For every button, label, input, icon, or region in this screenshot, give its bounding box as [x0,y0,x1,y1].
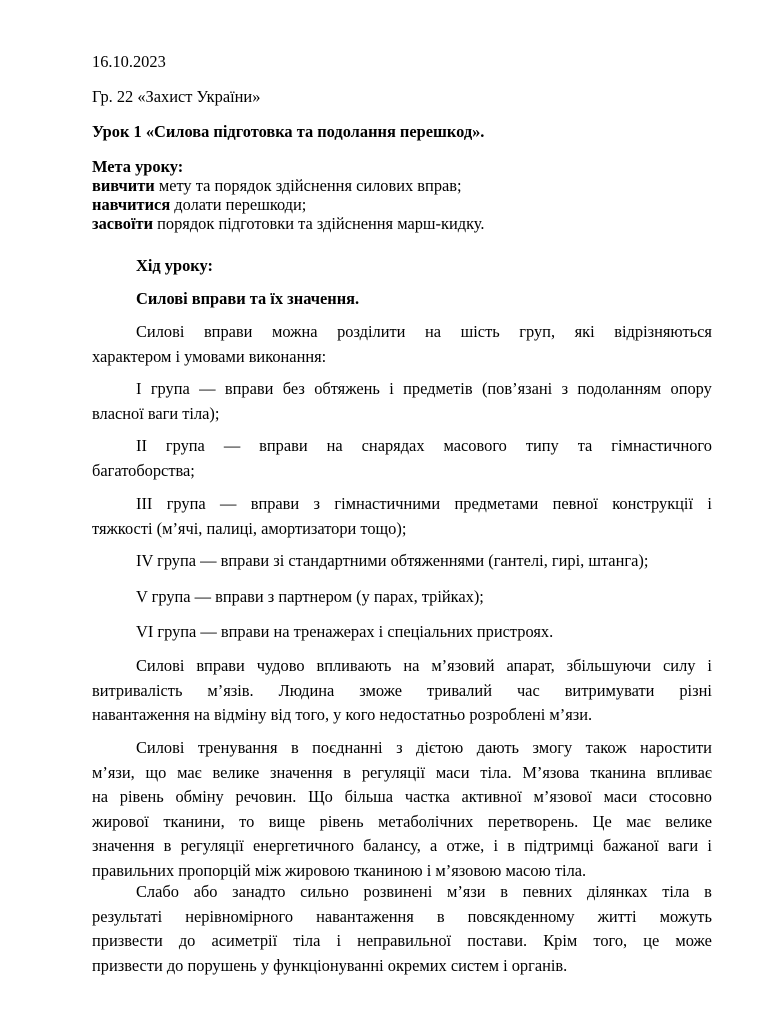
goal-verb: засвоїти [92,214,154,233]
paragraph-line: призвести до порушень у функціонуванні окремих систем і органів. [92,955,568,975]
paragraph [92,434,712,483]
paragraph [92,620,712,645]
paragraph-line: призвести до асиметрії тіла і неправильної постави. Крім того, це може [92,931,712,950]
progress-heading: Хід уроку: [136,256,213,275]
paragraph-line: Силові вправи можна розділити на шість груп, які відрізняються [136,322,712,341]
paragraph [92,377,712,426]
section-heading: Силові вправи та їх значення. [136,289,360,308]
goal-text: порядок підготовки та здійснення марш-кидку. [153,214,485,233]
paragraph-line: м’язи, що має велике значення в регуляції маси тіла. М’язова тканина впливає [92,762,712,782]
paragraph-line: Силові тренування в поєднанні з дієтою дають змогу також наростити [136,738,712,757]
goal-item [92,195,306,215]
group-title: Гр. 22 «Захист України» [92,87,261,106]
paragraph-line: I група — вправи без обтяжень і предметів (пов’язані з подоланням опору [136,379,712,398]
paragraph-line: власної ваги тіла); [92,403,220,423]
goal-verb: навчитися [92,195,171,214]
paragraph [92,880,712,978]
paragraph [92,492,712,541]
paragraph-line: VI група — вправи на тренажерах і спеціальних пристроях. [136,622,554,641]
paragraph [92,549,712,574]
paragraph-line: витривалість м’язів. Людина зможе тривалий час витримувати різні [92,680,712,700]
goal-text: долати перешкоди; [170,195,307,214]
paragraph [92,654,712,728]
paragraph [92,736,712,883]
goal-item [92,214,484,234]
paragraph-line: на рівень обміну речовин. Що більша частка активної м’язової маси стосовно [92,787,712,806]
paragraph-line: правильних пропорцій між жировою тканиною і м’язовою масою тіла. [92,860,587,880]
paragraph-line: II група — вправи на снарядах масового типу та гімнастичного [136,436,712,455]
paragraph-line: результаті нерівномірного навантаження в повсякденному житті можуть [92,906,712,926]
goal-item [92,176,462,196]
goal-verb: вивчити [92,176,155,195]
paragraph-line: Силові вправи чудово впливають на м’язовий апарат, збільшуючи силу і [136,656,712,675]
paragraph-line: жирової тканини, то вище рівень метаболічних перетворень. Це має велике [92,811,712,831]
document-date: 16.10.2023 [92,52,166,71]
lesson-title: Урок 1 «Силова підготовка та подолання перешкод». [92,122,485,141]
paragraph-line: Слабо або занадто сильно розвинені м’язи в певних ділянках тіла в [136,882,712,901]
paragraph-line: III група — вправи з гімнастичними предметами певної конструкції і [136,494,712,513]
paragraph-line: тяжкості (м’ячі, палиці, амортизатори тощо); [92,518,407,538]
paragraph [92,585,712,610]
goal-text: мету та порядок здійснення силових вправ; [154,176,462,195]
goals-heading: Мета уроку: [92,157,184,176]
paragraph-line: IV група — вправи зі стандартними обтяженнями (гантелі, гирі, штанга); [136,551,649,570]
paragraph-line: значення в регуляції енергетичного балансу, а отже, і в підтримці бажаної ваги і [92,836,712,855]
paragraph-line: характером і умовами виконання: [92,346,327,366]
paragraph [92,320,712,369]
paragraph-line: багатоборства; [92,460,195,480]
paragraph-line: V група — вправи з партнером (у парах, трійках); [136,587,484,606]
paragraph-line: навантаження на відміну від того, у кого недостатньо розроблені м’язи. [92,705,593,724]
